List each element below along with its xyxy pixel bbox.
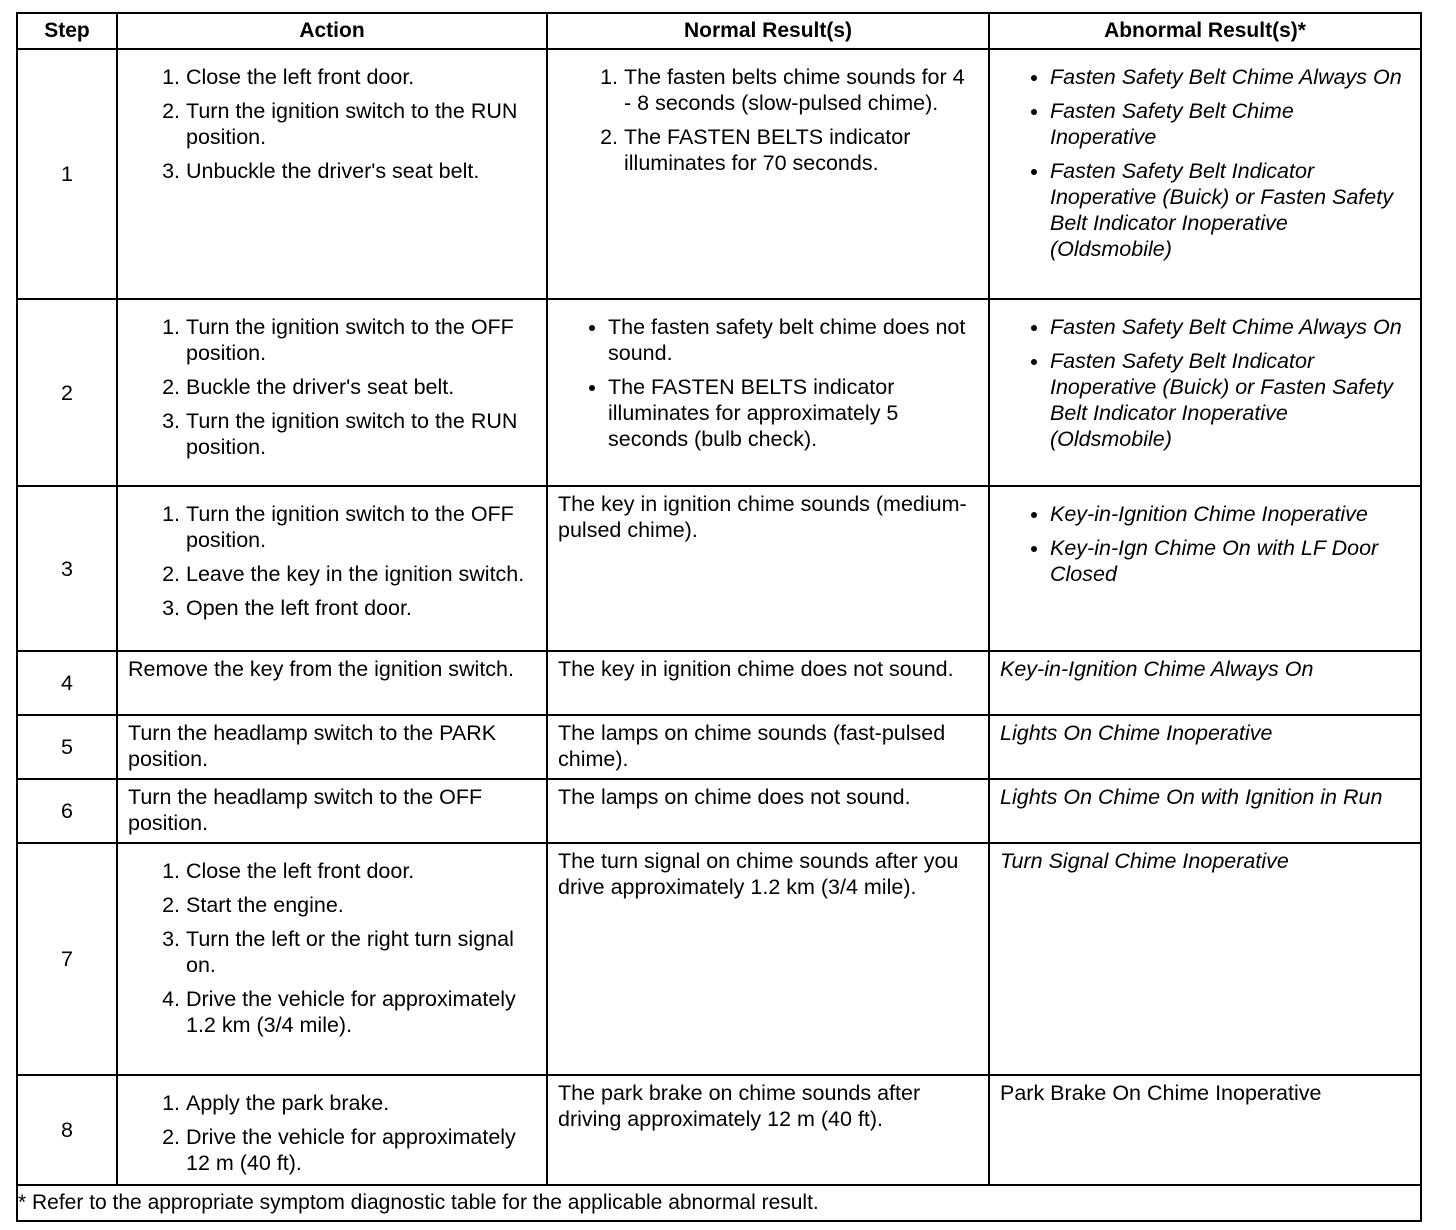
step-number: 4 <box>17 651 117 715</box>
header-step: Step <box>17 13 117 49</box>
header-row <box>17 13 1421 49</box>
abnormal-result-cell <box>989 299 1421 486</box>
action-cell <box>117 779 547 843</box>
abnormal-result-text: Lights On Chime On with Ignition in Run <box>1000 785 1383 809</box>
action-item: 3. Turn the ignition switch to the RUN position. <box>186 408 532 460</box>
action-text: Turn the headlamp switch to the PARK position. <box>128 721 497 771</box>
abnormal-result-item: • Fasten Safety Belt Chime Always On <box>1050 314 1406 340</box>
action-item: 2. Start the engine. <box>186 892 532 918</box>
step-number: 6 <box>17 779 117 843</box>
normal-result-text: The key in ignition chime does not sound. <box>558 657 954 681</box>
action-item: 1. Close the left front door. <box>186 64 532 90</box>
table-row <box>17 1075 1421 1185</box>
action-item: 1. Close the left front door. <box>186 858 532 884</box>
normal-result-cell <box>547 1075 989 1185</box>
normal-result-text: The lamps on chime does not sound. <box>558 785 911 809</box>
abnormal-result-cell <box>989 779 1421 843</box>
action-text: Remove the key from the ignition switch. <box>128 657 514 681</box>
normal-result-text: The park brake on chime sounds after driving approximately 12 m (40 ft). <box>558 1081 921 1131</box>
normal-result-item: 1. The fasten belts chime sounds for 4 - 8 seconds (slow-pulsed chime). <box>624 64 974 116</box>
footnote-row <box>17 1185 1421 1221</box>
action-cell <box>117 1075 547 1185</box>
normal-result-cell <box>547 49 989 299</box>
action-cell <box>117 299 547 486</box>
action-cell <box>117 49 547 299</box>
action-item: 2. Turn the ignition switch to the RUN position. <box>186 98 532 150</box>
table-row <box>17 299 1421 486</box>
abnormal-result-item: • Key-in-Ignition Chime Inoperative <box>1050 501 1406 527</box>
table-row <box>17 486 1421 651</box>
abnormal-result-cell <box>989 843 1421 1075</box>
normal-result-text: The lamps on chime sounds (fast-pulsed chime). <box>558 721 946 771</box>
abnormal-result-text: Key-in-Ignition Chime Always On <box>1000 657 1314 681</box>
action-item: 2. Leave the key in the ignition switch. <box>186 561 532 587</box>
table-row <box>17 779 1421 843</box>
action-cell <box>117 843 547 1075</box>
step-number: 2 <box>17 299 117 486</box>
action-item: 1. Apply the park brake. <box>186 1090 532 1116</box>
action-item: 3. Unbuckle the driver's seat belt. <box>186 158 532 184</box>
normal-result-cell <box>547 651 989 715</box>
action-item: 2. Buckle the driver's seat belt. <box>186 374 532 400</box>
abnormal-result-cell <box>989 486 1421 651</box>
header-normal-results: Normal Result(s) <box>547 13 989 49</box>
step-number: 7 <box>17 843 117 1075</box>
action-item: 1. Turn the ignition switch to the OFF position. <box>186 501 532 553</box>
table-row <box>17 651 1421 715</box>
normal-result-item: • The fasten safety belt chime does not sound. <box>608 314 974 366</box>
footnote: * Refer to the appropriate symptom diagnostic table for the applicable abnormal result. <box>17 1185 1421 1221</box>
action-item: 3. Open the left front door. <box>186 595 532 621</box>
action-cell <box>117 486 547 651</box>
action-item: 4. Drive the vehicle for approximately 1.2 km (3/4 mile). <box>186 986 532 1038</box>
abnormal-result-item: • Key-in-Ign Chime On with LF Door Closed <box>1050 535 1406 587</box>
action-cell <box>117 651 547 715</box>
abnormal-result-text: Park Brake On Chime Inoperative <box>1000 1081 1322 1105</box>
abnormal-result-text: Lights On Chime Inoperative <box>1000 721 1273 745</box>
table-row <box>17 843 1421 1075</box>
header-action: Action <box>117 13 547 49</box>
action-cell <box>117 715 547 779</box>
table-row <box>17 49 1421 299</box>
abnormal-result-cell <box>989 49 1421 299</box>
abnormal-result-item: • Fasten Safety Belt Chime Inoperative <box>1050 98 1406 150</box>
abnormal-result-item: • Fasten Safety Belt Chime Always On <box>1050 64 1406 90</box>
action-text: Turn the headlamp switch to the OFF position. <box>128 785 483 835</box>
normal-result-cell <box>547 486 989 651</box>
action-item: 1. Turn the ignition switch to the OFF position. <box>186 314 532 366</box>
step-number: 3 <box>17 486 117 651</box>
normal-result-text: The turn signal on chime sounds after you drive approximately 1.2 km (3/4 mile). <box>558 849 959 899</box>
abnormal-result-text: Turn Signal Chime Inoperative <box>1000 849 1289 873</box>
abnormal-result-cell <box>989 651 1421 715</box>
header-abnormal-results: Abnormal Result(s)* <box>989 13 1421 49</box>
diagnostic-table <box>16 12 1422 1222</box>
normal-result-item: • The FASTEN BELTS indicator illuminates for approximately 5 seconds (bulb check). <box>608 374 974 452</box>
normal-result-item: 2. The FASTEN BELTS indicator illuminates for 70 seconds. <box>624 124 974 176</box>
abnormal-result-item: • Fasten Safety Belt Indicator Inoperative (Buick) or Fasten Safety Belt Indicator Inoperative (Oldsmobile) <box>1050 158 1406 262</box>
step-number: 1 <box>17 49 117 299</box>
abnormal-result-item: • Fasten Safety Belt Indicator Inoperative (Buick) or Fasten Safety Belt Indicator Inoperative (Oldsmobile) <box>1050 348 1406 452</box>
normal-result-cell <box>547 779 989 843</box>
step-number: 8 <box>17 1075 117 1185</box>
normal-result-cell <box>547 299 989 486</box>
normal-result-text: The key in ignition chime sounds (medium-pulsed chime). <box>558 492 967 542</box>
abnormal-result-cell <box>989 1075 1421 1185</box>
normal-result-cell <box>547 715 989 779</box>
abnormal-result-cell <box>989 715 1421 779</box>
table-row <box>17 715 1421 779</box>
step-number: 5 <box>17 715 117 779</box>
action-item: 2. Drive the vehicle for approximately 12 m (40 ft). <box>186 1124 532 1176</box>
action-item: 3. Turn the left or the right turn signal on. <box>186 926 532 978</box>
normal-result-cell <box>547 843 989 1075</box>
